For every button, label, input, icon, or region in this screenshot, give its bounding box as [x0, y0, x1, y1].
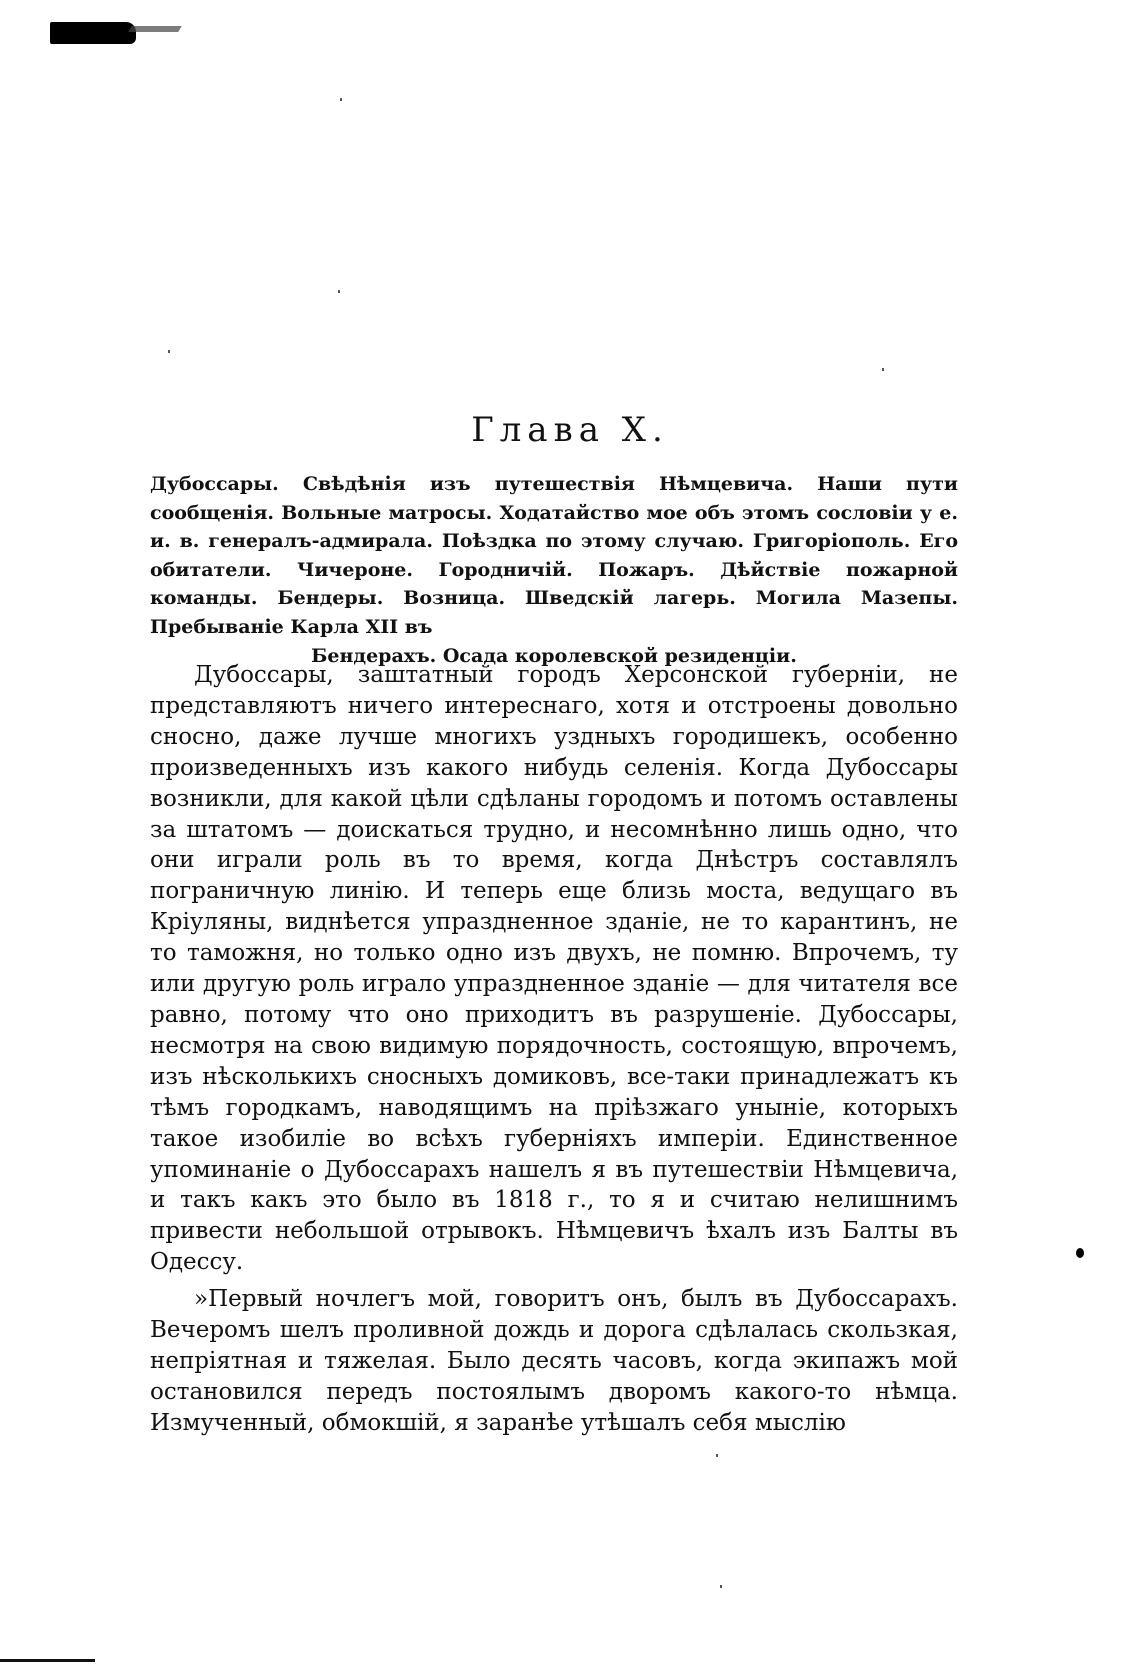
scan-bottom-rule: [0, 1659, 95, 1662]
chapter-summary: [150, 470, 958, 670]
scan-speck: [168, 350, 170, 353]
scan-speck: [882, 368, 884, 371]
scan-speck: [338, 290, 340, 293]
scan-artifact-mark: [50, 22, 136, 44]
chapter-summary-last-line: Бендерахъ. Осада королевской резиденціи.: [311, 644, 797, 667]
chapter-title: Глава X.: [471, 410, 669, 450]
scan-dot: [1076, 1248, 1084, 1258]
scan-speck: [716, 1454, 718, 1457]
chapter-summary-text: Дубоссары. Свѣдѣнія изъ путешествія Нѣмцевича. Наши пути сообщенія. Вольные матросы. Ходатайство мое объ этомъ сословіи у е. и. в. генералъ-адмирала. Поѣздка по этому случаю. Григоріополь. Его обитатели. Чичероне. Городничій. Пожаръ. Дѣйствіе пожарной команды. Бендеры. Возница. Шведскій лагерь. Могила Мазепы. Пребываніе Карла XII въ: [150, 473, 958, 638]
body-paragraph: »Первый ночлегъ мой, говоритъ онъ, былъ въ Дубоссарахъ. Вечеромъ шелъ проливной дождь и дорога сдѣлалась скользкая, непріятная и тяжелая. Было десять часовъ, когда экипажъ мой остановился передъ постоялымъ дворомъ какого-то нѣмца. Измученный, обмокшій, я заранѣе утѣшалъ себя мыслію: [150, 1286, 958, 1436]
scan-artifact-tail: [128, 26, 181, 32]
chapter-body: [150, 660, 958, 1439]
scan-speck: [720, 1585, 722, 1588]
scan-speck: [340, 98, 342, 101]
body-paragraph: Дубоссары, заштатный городъ Херсонской губерніи, не представляютъ ничего интереснаго, хотя и отстроены довольно сносно, даже лучше многихъ уздныхъ городишекъ, особенно произведенныхъ изъ какого нибудь селенія. Когда Дубоссары возникли, для какой цѣли сдѣланы городомъ и потомъ оставлены за штатомъ — доискаться трудно, и несомнѣнно лишь одно, что они играли роль въ то время, когда Днѣстръ составлялъ пограничную линію. И теперь еще близь моста, ведущаго въ Кріуляны, виднѣется упраздненное зданіе, не то карантинъ, не то таможня, но только одно изъ двухъ, не помню. Впрочемъ, ту или другую роль играло упраздненное зданіе — для читателя все равно, потому что оно приходитъ въ разрушеніе. Дубоссары, несмотря на свою видимую порядочность, состоящую, впрочемъ, изъ нѣсколькихъ сносныхъ домиковъ, все-таки принадлежатъ къ тѣмъ городкамъ, наводящимъ на пріѣзжаго уныніе, которыхъ такое изобиліе во всѣхъ губерніяхъ имперіи. Единственное упоминаніе о Дубоссарахъ нашелъ я въ путешествіи Нѣмцевича, и такъ какъ это было въ 1818 г., то я и считаю нелишнимъ привести небольшой отрывокъ. Нѣмцевичъ ѣхалъ изъ Балты въ Одессу.: [150, 662, 958, 1276]
